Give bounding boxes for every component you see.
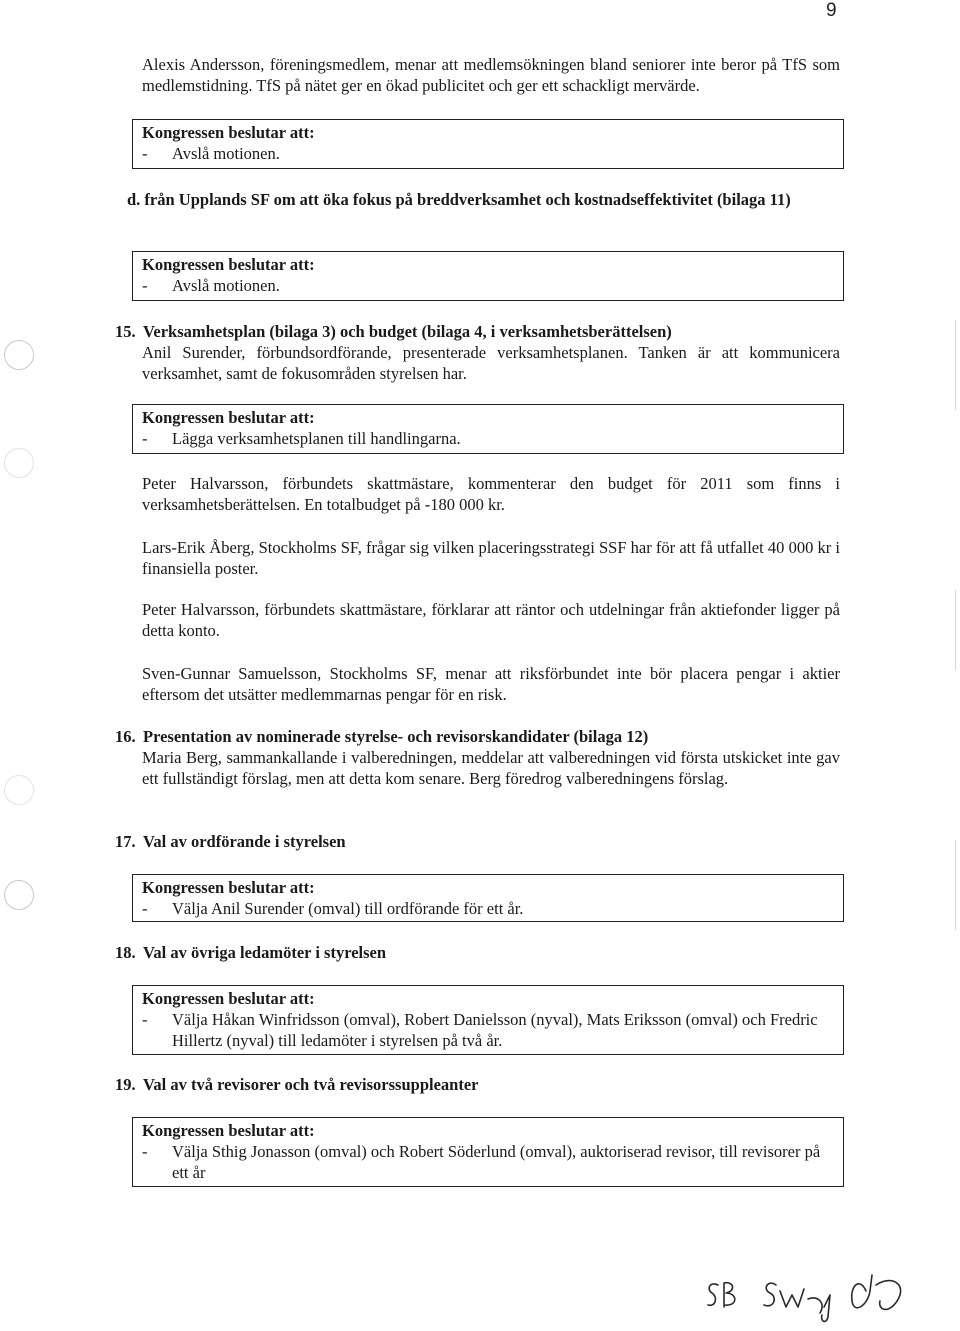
decision-text: Välja Anil Surender (omval) till ordförande för ett år. (172, 899, 524, 918)
decision-text: Avslå motionen. (172, 144, 280, 163)
scan-edge-mark (955, 320, 956, 410)
decision-box (132, 404, 844, 454)
decision-item (142, 1141, 835, 1183)
decision-text: Välja Sthig Jonasson (omval) och Robert Söderlund (omval), auktoriserad revisor, till revisorer på ett år (172, 1142, 821, 1182)
decision-item (142, 275, 835, 296)
section-number: 17. (115, 832, 136, 851)
heading-section-16 (115, 726, 855, 747)
decision-box (132, 874, 844, 922)
paragraph-andersson: Alexis Andersson, föreningsmedlem, menar att medlemsökningen bland seniorer inte beror på TfS som medlemstidning. TfS på nätet ger en ökad publicitet och ger ett schackligt mervärde. (142, 55, 840, 95)
decision-text: Avslå motionen. (172, 276, 280, 295)
section-title: Verksamhetsplan (bilaga 3) och budget (bilaga 4, i verksamhetsberättelsen) (143, 322, 672, 341)
decision-dash: - (142, 429, 148, 448)
decision-item (142, 143, 835, 164)
section-title: Val av två revisorer och två revisorssuppleanter (143, 1075, 479, 1094)
decision-item (142, 898, 835, 919)
section-number: 18. (115, 943, 136, 962)
punch-hole-mark (4, 775, 34, 805)
section-number: 16. (115, 727, 136, 746)
decision-dash: - (142, 1010, 148, 1029)
decision-dash: - (142, 276, 148, 295)
decision-title: Kongressen beslutar att: (142, 878, 315, 897)
page-number: 9 (826, 0, 837, 21)
decision-dash: - (142, 1142, 148, 1161)
punch-hole-mark (4, 340, 34, 370)
section-number: 15. (115, 322, 136, 341)
decision-title: Kongressen beslutar att: (142, 1121, 315, 1140)
decision-dash: - (142, 144, 148, 163)
decision-title: Kongressen beslutar att: (142, 255, 315, 274)
punch-hole-mark (4, 880, 34, 910)
handwritten-initials-signature (680, 1255, 940, 1325)
heading-section-18 (115, 942, 855, 963)
decision-title: Kongressen beslutar att: (142, 408, 315, 427)
decision-box (132, 985, 844, 1055)
paragraph-halvarsson-konto: Peter Halvarsson, förbundets skattmästare, förklarar att räntor och utdelningar från aktiefonder ligger på detta konto. (142, 600, 840, 640)
decision-text: Välja Håkan Winfridsson (omval), Robert Danielsson (nyval), Mats Eriksson (omval) och Fredric Hillertz (nyval) till ledamöter i styrelsen på två år. (172, 1010, 818, 1050)
scan-edge-mark (955, 840, 956, 930)
decision-item (142, 428, 835, 449)
heading-section-15 (115, 321, 855, 342)
punch-hole-mark (4, 448, 34, 478)
decision-text: Lägga verksamhetsplanen till handlingarna. (172, 429, 461, 448)
decision-dash: - (142, 899, 148, 918)
paragraph-aberg: Lars-Erik Åberg, Stockholms SF, frågar sig vilken placeringsstrategi SSF har för att få utfallet 40 000 kr i finansiella poster. (142, 538, 840, 578)
paragraph-halvarsson-budget: Peter Halvarsson, förbundets skattmästare, kommenterar den budget för 2011 som finns i verksamhetsberättelsen. En totalbudget på -180 000 kr. (142, 474, 840, 514)
decision-title: Kongressen beslutar att: (142, 989, 315, 1008)
scan-edge-mark (955, 590, 956, 670)
decision-box (132, 251, 844, 301)
heading-section-19 (115, 1074, 855, 1095)
paragraph-samuelsson: Sven-Gunnar Samuelsson, Stockholms SF, menar att riksförbundet inte bör placera pengar i aktier eftersom det utsätter medlemmarnas pengar för en risk. (142, 664, 840, 704)
decision-box (132, 119, 844, 169)
section-title: Val av ordförande i styrelsen (143, 832, 346, 851)
section-title: Presentation av nominerade styrelse- och revisorskandidater (bilaga 12) (143, 727, 649, 746)
section-number: 19. (115, 1075, 136, 1094)
section-title: Val av övriga ledamöter i styrelsen (143, 943, 387, 962)
decision-item (142, 1009, 835, 1051)
paragraph-section-16: Maria Berg, sammankallande i valberedningen, meddelar att valberedningen vid första utskicket inte gav ett fullständigt förslag, men att detta kom senare. Berg föredrog valberedningens förslag. (142, 748, 840, 788)
decision-box (132, 1117, 844, 1187)
decision-title: Kongressen beslutar att: (142, 123, 315, 142)
heading-section-17 (115, 831, 855, 852)
paragraph-section-15: Anil Surender, förbundsordförande, presenterade verksamhetsplanen. Tanken är att kommunicera verksamhet, samt de fokusområden styrelsen har. (142, 343, 840, 383)
heading-motion-d: d. från Upplands SF om att öka fokus på breddverksamhet och kostnadseffektivitet (bilaga 11) (127, 190, 791, 209)
